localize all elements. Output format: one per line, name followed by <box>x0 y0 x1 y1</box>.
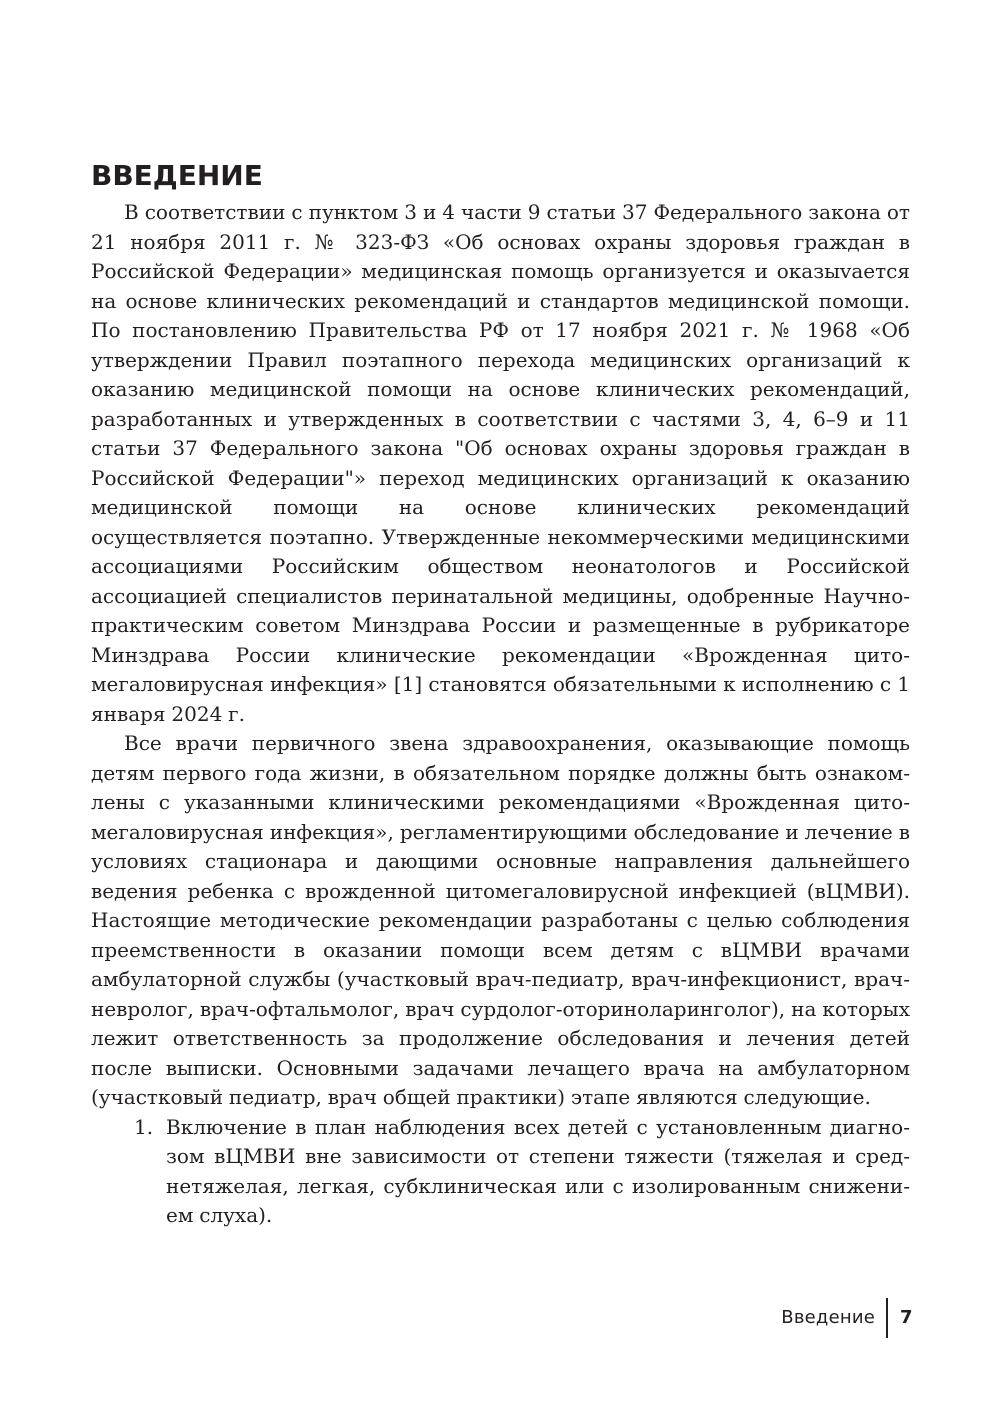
running-head: Введение <box>781 1307 875 1328</box>
page-number: 7 <box>900 1307 913 1328</box>
section-heading: ВВЕДЕНИЕ <box>91 159 263 192</box>
page-footer <box>0 1298 1000 1338</box>
paragraph: В соответствии с пунктом 3 и 4 части 9 статьи 37 Федерального закона от 21 ноября 2011 г. № 323-ФЗ «Об основах охраны здоровья граждан в Российской Федерации» медицинская помощь организуется и оказыvается на основе клинических рекомендаций и стандартов медицинской помощи. По постановлению Правительства РФ от 17 ноября 2021 г. № 1968 «Об утверждении Правил поэтапного перехода медицинских организаций к оказанию медицинской помощи на основе клинических рекомендаций, разработанных и утвержденных в соответствии с частями 3, 4, 6–9 и 11 статьи 37 Федерального закона "Об основах охраны здоровья граждан в Российской Федерации"» переход медицинских организаций к оказанию медицинской помощи на основе клинических рекомендаций осуществляется поэтапно. Утвержденные некоммерческими медицинскими ассоциациями Российским обществом неонатологов и Российской ассоциацией специалистов перинатальной медицины, одобренные Научно-практическим советом Минздрава России и размещенные в рубрикаторе Минздрава России клинические рекомендации «Врожденная цитомегаловирусная инфекция» [1] становятся обязательными к исполнению с 1 января 2024 г. <box>91 200 910 726</box>
list-item <box>134 1113 910 1231</box>
list-item-number: 1. <box>134 1114 154 1139</box>
list-item-text: Включение в план наблюдения всех детей с установленным диагнозом вЦМВИ вне зависимости от степени тяжести (тяжелая и среднетяжелая, легкая, субклиническая или с изолированным снижением слуха). <box>166 1114 910 1227</box>
paragraph: Все врачи первичного звена здравоохранения, оказывающие помощь детям первого года жизни, в обязательном порядке должны быть ознакомлены с указанными клиническими рекомендациями «Врожденная цитомегаловирусная инфекция», регламентирующими обследование и лечение в условиях стационара и дающими основные направления дальнейшего ведения ребенка с врожденной цитомегаловирусной инфекцией (вЦМВИ). Настоящие методические рекомендации разработаны с целью соблюдения преемственности в оказании помощи всем детям с вЦМВИ врачами амбулаторной службы (участковый врач-педиатр, врач-инфекционист, врач-невролог, врач-офтальмолог, врач сурдолог-оториноларинголог), на которых лежит ответственность за продолжение обследования и лечения детей после выписки. Основными задачами лечащего врача на амбулаторном (участковый педиатр, врач общей практики) этапе являются следующие. <box>91 731 910 1109</box>
footer-divider <box>886 1298 888 1338</box>
body-text <box>91 198 910 1231</box>
